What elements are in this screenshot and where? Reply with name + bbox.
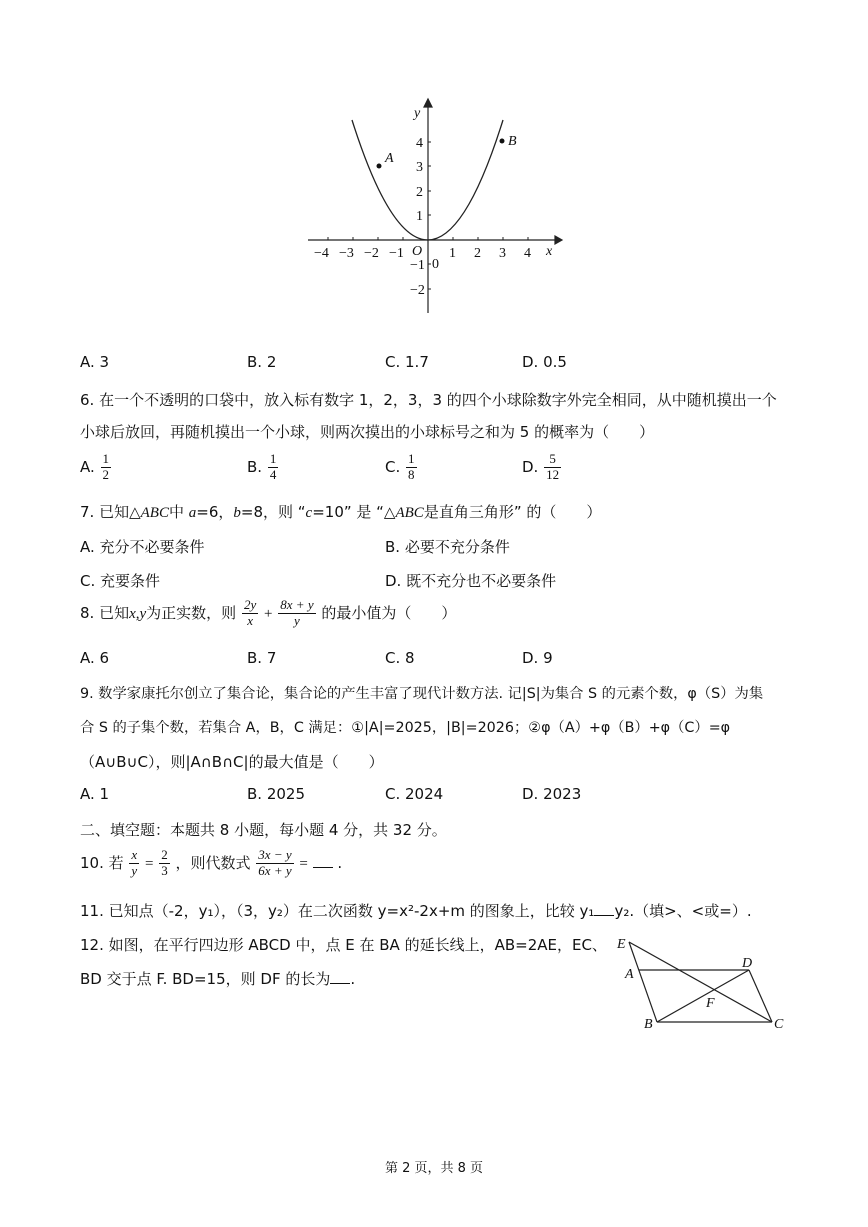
answer-blank <box>313 866 333 868</box>
q5-option-b: B. 2 <box>247 353 277 371</box>
q5-option-a: A. 3 <box>80 353 110 371</box>
q7-option-d: D. 既不充分也不必要条件 <box>385 572 557 590</box>
label-e: E <box>617 937 626 952</box>
x-tick-label: 1 <box>449 246 456 261</box>
line-dc <box>749 970 772 1022</box>
label-d: D <box>742 956 753 971</box>
q5-option-d: D. 0.5 <box>522 353 567 371</box>
y-tick-label: 3 <box>416 160 423 175</box>
parabola-graph <box>300 95 570 320</box>
q12-line-1: 12. 如图，在平行四边形 ABCD 中，点 E 在 BA 的延长线上，AB=2AE，EC、 <box>80 936 607 954</box>
y-axis-arrow <box>424 99 432 107</box>
q7-option-c: C. 充要条件 <box>80 572 161 590</box>
label-f: F <box>706 996 715 1011</box>
q8-option-d: D. 9 <box>522 649 553 667</box>
page-footer: 第 2 页，共 8 页 <box>384 1161 484 1176</box>
x-axis-label: x <box>546 244 553 259</box>
q9-line-3: （A∪B∪C），则|A∩B∩C|的最大值是（ ） <box>80 753 384 771</box>
label-c: C <box>774 1017 784 1032</box>
x-tick-label: −2 <box>364 246 379 261</box>
y-tick-label: −2 <box>410 283 425 298</box>
y-tick-label: −1 <box>410 258 425 273</box>
q10-stem: 10. 若 $\frac{x}{y}$ = $\frac{2}{3}$ ，则代数式 $\frac{3x - y}{6x + y}$ = . <box>80 847 343 878</box>
q9-option-d: D. 2023 <box>522 785 582 803</box>
point-a-label: A <box>385 151 394 166</box>
x-tick-label: 4 <box>524 246 531 261</box>
q7-option-b: B. 必要不充分条件 <box>385 538 510 556</box>
parallelogram-figure <box>612 930 792 1035</box>
q6-line-2: 小球后放回，再随机摸出一个小球，则两次摸出的小球标号之和为 5 的概率为（ ） <box>80 423 655 441</box>
y-tick-label: 4 <box>416 136 423 151</box>
q8-option-c: C. 8 <box>385 649 415 667</box>
label-b: B <box>644 1017 653 1032</box>
q12-line-2: BD 交于点 F. BD=15，则 DF 的长为 . <box>80 970 356 988</box>
q8-option-b: B. 7 <box>247 649 277 667</box>
q9-line-1: 9. 数学家康托尔创立了集合论，集合论的产生丰富了现代计数方法. 记|S|为集合 S 的元素个数，φ（S）为集 <box>80 686 764 702</box>
answer-blank <box>594 914 614 916</box>
x-tick-label: −1 <box>389 246 404 261</box>
line-ec <box>629 942 772 1022</box>
y-axis-label: y <box>414 106 421 121</box>
q6-option-c: C. $\frac{1}{8}$ <box>385 451 415 482</box>
answer-blank <box>330 982 350 984</box>
x-axis-arrow <box>555 236 562 244</box>
line-bd <box>657 970 749 1022</box>
x-tick-label: 3 <box>499 246 506 261</box>
q6-option-a: A. $\frac{1}{2}$ <box>80 451 110 482</box>
origin-label: O <box>412 244 423 259</box>
q7-stem: 7. 已知△ABC中 a=6，b=8，则 “c=10” 是 “△ABC是直角三角形” 的（ ） <box>80 503 602 521</box>
line-eb <box>629 942 657 1022</box>
q9-line-2: 合 S 的子集个数，若集合 A，B，C 满足：①|A|=2025，|B|=2026；②φ（A）+φ（B）+φ（C）=φ <box>80 720 731 736</box>
x-tick-label: 2 <box>474 246 481 261</box>
q9-option-b: B. 2025 <box>247 785 306 803</box>
q8-option-a: A. 6 <box>80 649 110 667</box>
x-tick-label: −3 <box>339 246 354 261</box>
q7-option-a: A. 充分不必要条件 <box>80 538 205 556</box>
y-tick-label: 1 <box>416 209 423 224</box>
q6-option-d: D. $\frac{5}{12}$ <box>522 451 560 482</box>
y-tick-label: 2 <box>416 185 423 200</box>
point-b-label: B <box>508 134 517 149</box>
q6-option-b: B. $\frac{1}{4}$ <box>247 451 277 482</box>
point-a-dot <box>377 164 382 169</box>
q6-line-1: 6. 在一个不透明的口袋中，放入标有数字 1，2，3，3 的四个小球除数字外完全相同，从中随机摸出一个 <box>80 391 777 409</box>
q8-stem: 8. 已知x,y为正实数，则 $\frac{2y}{x}$ + $\frac{8x + y}{y}$ 的最小值为（ ） <box>80 597 457 628</box>
point-b-dot <box>500 139 505 144</box>
label-a: A <box>625 967 634 982</box>
q9-option-a: A. 1 <box>80 785 110 803</box>
section-heading: 二、填空题：本题共 8 小题，每小题 4 分，共 32 分。 <box>80 821 447 839</box>
y-zero-label: 0 <box>432 257 439 272</box>
q5-option-c: C. 1.7 <box>385 353 429 371</box>
x-tick-label: −4 <box>314 246 329 261</box>
q11-stem: 11. 已知点（-2，y₁），（3，y₂）在二次函数 y=x²-2x+m 的图象上，比较 y₁ y₂.（填>、<或=）. <box>80 902 752 920</box>
q9-option-c: C. 2024 <box>385 785 444 803</box>
